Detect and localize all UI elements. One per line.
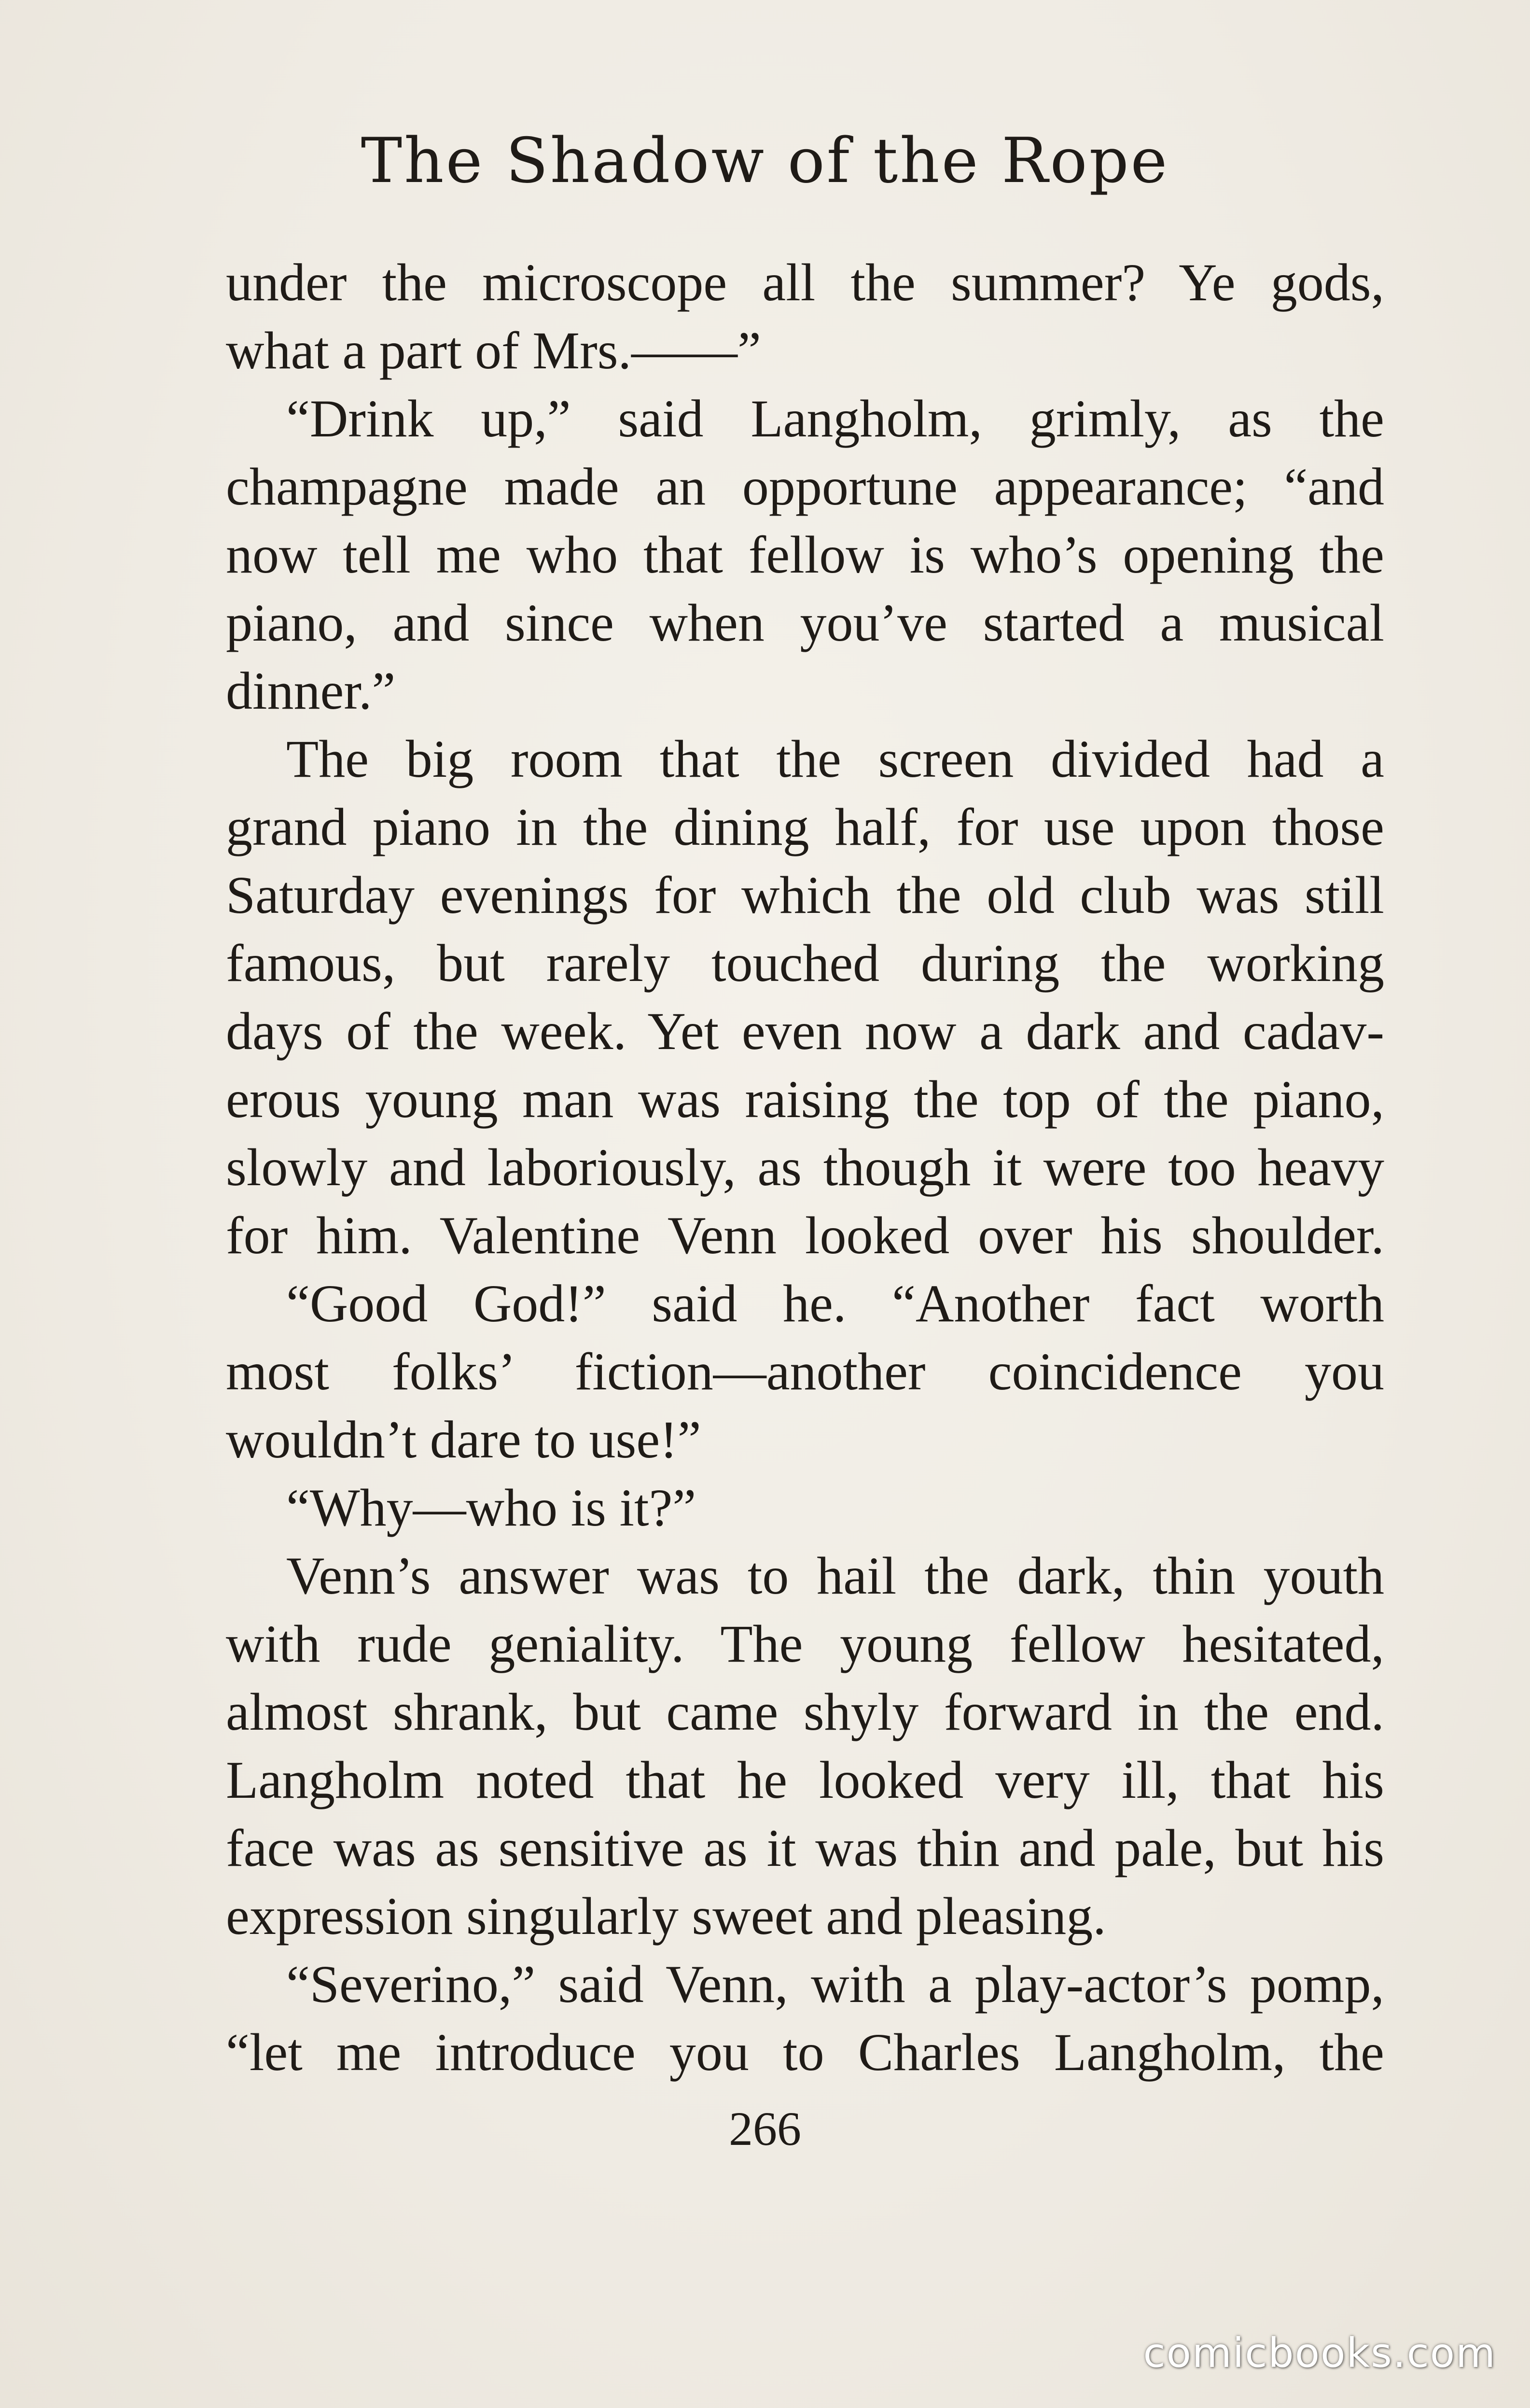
body-text xyxy=(226,249,1384,2086)
page-number: 266 xyxy=(729,2102,801,2156)
text-line: “Good God!” said he. “Another fact worth xyxy=(286,1274,1384,1333)
text-line: piano, and since when you’ve started a musical xyxy=(226,593,1384,652)
text-line: The big room that the screen divided had a xyxy=(286,729,1384,788)
text-line: famous, but rarely touched during the working xyxy=(226,934,1384,993)
text-line: dinner.” xyxy=(226,661,396,720)
text-line: now tell me who that fellow is who’s opening the xyxy=(226,525,1384,584)
text-line: “Drink up,” said Langholm, grimly, as the xyxy=(286,389,1384,448)
text-line: Saturday evenings for which the old club was still xyxy=(226,866,1384,924)
text-line: wouldn’t dare to use!” xyxy=(226,1410,701,1469)
text-line: erous young man was raising the top of the piano, xyxy=(226,1070,1384,1129)
text-line: with rude geniality. The young fellow hesitated, xyxy=(226,1614,1384,1673)
text-line: “let me introduce you to Charles Langholm, the xyxy=(226,2023,1384,2082)
text-line: for him. Valentine Venn looked over his shoulder. xyxy=(226,1206,1384,1265)
running-head: The Shadow of the Rope xyxy=(361,125,1169,197)
text-line: under the microscope all the summer? Ye gods, xyxy=(226,253,1384,312)
text-line: grand piano in the dining half, for use upon those xyxy=(226,798,1384,856)
text-line: most folks’ fiction—another coincidence you xyxy=(226,1342,1384,1401)
text-line: slowly and laboriously, as though it were too heavy xyxy=(226,1138,1384,1197)
text-line: expression singularly sweet and pleasing. xyxy=(226,1887,1106,1946)
text-line: Langholm noted that he looked very ill, that his xyxy=(226,1750,1384,1809)
text-line: “Why—who is it?” xyxy=(286,1478,696,1537)
text-line: what a part of Mrs.——” xyxy=(226,321,761,380)
text-line: face was as sensitive as it was thin and pale, but his xyxy=(226,1819,1384,1877)
text-line: champagne made an opportune appearance; “and xyxy=(226,457,1384,516)
text-line: almost shrank, but came shyly forward in the end. xyxy=(226,1682,1384,1741)
text-line: “Severino,” said Venn, with a play-actor’s pomp, xyxy=(286,1955,1384,2014)
text-line: Venn’s answer was to hail the dark, thin youth xyxy=(286,1546,1384,1605)
text-line: days of the week. Yet even now a dark and cadav- xyxy=(226,1002,1384,1061)
watermark: comicbooks.com xyxy=(1143,2329,1496,2377)
